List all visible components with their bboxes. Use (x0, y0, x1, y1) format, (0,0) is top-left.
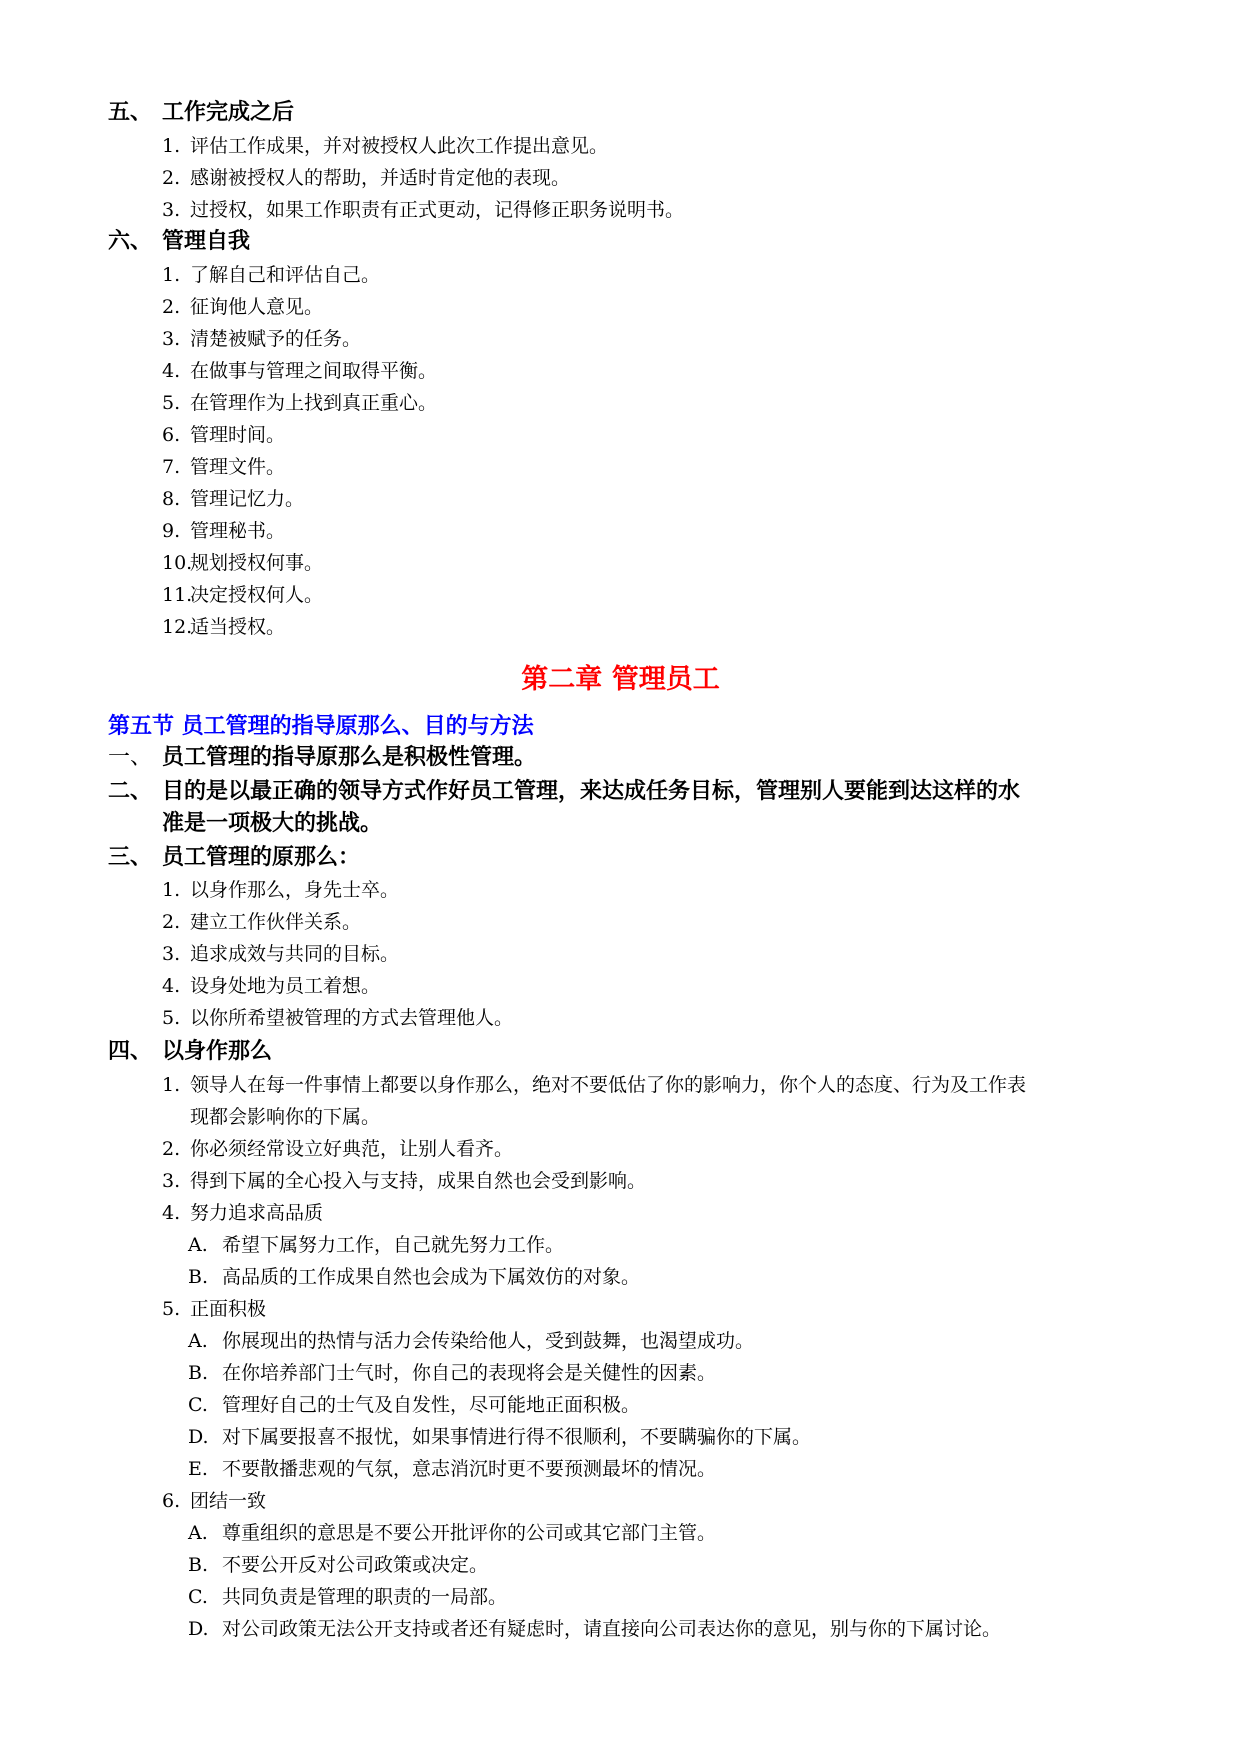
sub-item (188, 1328, 754, 1354)
list-item (162, 454, 285, 480)
heading-number: 二、 (108, 779, 153, 804)
paragraph-heading (108, 843, 360, 873)
list-item (162, 909, 361, 935)
item-text: 清楚被赋予的任务。 (190, 328, 362, 350)
item-text: 在做事与管理之间取得平衡。 (190, 360, 438, 382)
sub-item-letter: B. (188, 1554, 209, 1576)
list-item (162, 133, 608, 159)
item-text: 在管理作为上找到真正重心。 (190, 392, 438, 414)
list-item (162, 1200, 323, 1226)
section-title: 第五节 员工管理的指导原那么、目的与方法 (108, 714, 534, 739)
heading-text: 员工管理的原那么： (162, 845, 361, 870)
paragraph-heading (108, 1037, 272, 1067)
item-text: 设身处地为员工着想。 (190, 975, 381, 997)
list-item (162, 1168, 646, 1194)
heading-text: 目的是以最正确的领导方式作好员工管理，来达成任务目标，管理别人要能到达这样的水 (162, 779, 1021, 804)
sub-item (188, 1584, 507, 1610)
item-text: 领导人在每一件事情上都要以身作那么，绝对不要低估了你的影响力，你个人的态度、行为及工作表 (190, 1074, 1027, 1096)
item-number: 4. (162, 1202, 181, 1224)
sub-item-letter: D. (188, 1618, 209, 1640)
sub-item (188, 1520, 716, 1546)
list-item (162, 1296, 266, 1322)
item-number: 3. (162, 199, 181, 221)
sub-item-text: 希望下属努力工作，自己就先努力工作。 (222, 1234, 565, 1256)
sub-item (188, 1456, 716, 1482)
sub-item-text: 你展现出的热情与活力会传染给他人，受到鼓舞，也渴望成功。 (222, 1330, 755, 1352)
sub-item-text: 对下属要报喜不报忧，如果事情进行得不很顺利，不要瞒骗你的下属。 (222, 1426, 812, 1448)
sub-item-letter: E. (188, 1458, 208, 1480)
heading-title: 工作完成之后 (162, 100, 295, 125)
item-text: 管理文件。 (190, 456, 286, 478)
heading-number: 六、 (108, 229, 153, 254)
list-item (162, 358, 437, 384)
sub-item-letter: C. (188, 1394, 208, 1416)
item-continuation: 现都会影响你的下属。 (190, 1106, 381, 1128)
heading-number: 四、 (108, 1039, 153, 1064)
list-item (162, 422, 285, 448)
sub-item-letter: A. (188, 1234, 208, 1256)
item-text: 建立工作伙伴关系。 (190, 911, 362, 933)
sub-item (188, 1552, 488, 1578)
heading-number: 一、 (108, 745, 153, 770)
sub-item-letter: B. (188, 1362, 209, 1384)
item-number: 2. (162, 1138, 181, 1160)
item-number: 6. (162, 1490, 181, 1512)
item-number: 5. (162, 1007, 181, 1029)
list-item (162, 1072, 1026, 1098)
item-text: 感谢被授权人的帮助，并适时肯定他的表现。 (190, 167, 571, 189)
list-item (162, 941, 399, 967)
item-text: 你必须经常设立好典范，让别人看齐。 (190, 1138, 514, 1160)
item-number: 4. (162, 360, 181, 382)
item-number: 12. (162, 616, 193, 638)
sub-item-text: 管理好自己的士气及自发性，尽可能地正面积极。 (222, 1394, 641, 1416)
item-text: 管理秘书。 (190, 520, 286, 542)
item-number: 3. (162, 1170, 181, 1192)
item-number: 1. (162, 1074, 181, 1096)
list-item (162, 518, 285, 544)
item-number: 8. (162, 488, 181, 510)
item-number: 3. (162, 328, 181, 350)
item-text: 征询他人意见。 (190, 296, 324, 318)
item-text: 评估工作成果，并对被授权人此次工作提出意见。 (190, 135, 609, 157)
sub-item (188, 1392, 640, 1418)
list-item (162, 197, 684, 223)
sub-item (188, 1616, 1001, 1642)
list-item (162, 550, 323, 576)
item-text: 追求成效与共同的目标。 (190, 943, 400, 965)
sub-item-text: 共同负责是管理的职责的一局部。 (222, 1586, 508, 1608)
heading-sec5 (108, 98, 294, 128)
item-text: 过授权，如果工作职责有正式更动，记得修正职务说明书。 (190, 199, 685, 221)
list-item (162, 1136, 513, 1162)
sub-item (188, 1232, 564, 1258)
list-item (162, 262, 380, 288)
sub-item (188, 1424, 811, 1450)
list-item (162, 165, 570, 191)
list-item (162, 1005, 513, 1031)
sub-item-letter: D. (188, 1426, 209, 1448)
list-item (162, 614, 285, 640)
item-text: 以你所希望被管理的方式去管理他人。 (190, 1007, 514, 1029)
list-item (162, 582, 323, 608)
item-text: 适当授权。 (190, 616, 286, 638)
item-text: 努力追求高品质 (190, 1202, 324, 1224)
item-text: 了解自己和评估自己。 (190, 264, 381, 286)
list-item (162, 486, 304, 512)
item-text: 正面积极 (190, 1298, 267, 1320)
item-number: 5. (162, 1298, 181, 1320)
list-item (162, 877, 399, 903)
item-text: 团结一致 (190, 1490, 267, 1512)
heading-text: 以身作那么 (162, 1039, 273, 1064)
item-number: 10. (162, 552, 193, 574)
item-number: 3. (162, 943, 181, 965)
item-number: 7. (162, 456, 181, 478)
item-number: 11. (162, 584, 193, 606)
heading-title: 管理自我 (162, 229, 251, 254)
list-item (162, 326, 361, 352)
sub-item-text: 在你培养部门士气时，你自己的表现将会是关健性的因素。 (222, 1362, 717, 1384)
item-number: 1. (162, 135, 181, 157)
list-item (162, 294, 323, 320)
item-text: 以身作那么，身先士卒。 (190, 879, 400, 901)
item-number: 1. (162, 264, 181, 286)
heading-number: 五、 (108, 100, 153, 125)
paragraph-heading (108, 743, 536, 773)
item-number: 1. (162, 879, 181, 901)
sub-item-letter: A. (188, 1522, 208, 1544)
heading-number: 三、 (108, 845, 153, 870)
sub-item-letter: A. (188, 1330, 208, 1352)
item-number: 6. (162, 424, 181, 446)
list-item (162, 390, 437, 416)
sub-item (188, 1360, 716, 1386)
item-text: 规划授权何事。 (190, 552, 324, 574)
item-number: 9. (162, 520, 181, 542)
heading-sec6 (108, 227, 250, 257)
sub-item-text: 不要散播悲观的气氛，意志消沉时更不要预测最坏的情况。 (222, 1458, 717, 1480)
list-item (162, 1488, 266, 1514)
item-text: 决定授权何人。 (190, 584, 324, 606)
heading-text: 员工管理的指导原那么是积极性管理。 (162, 745, 537, 770)
sub-item-text: 尊重组织的意思是不要公开批评你的公司或其它部门主管。 (222, 1522, 717, 1544)
item-number: 2. (162, 167, 181, 189)
item-number: 5. (162, 392, 181, 414)
sub-item-letter: C. (188, 1586, 208, 1608)
sub-item-text: 对公司政策无法公开支持或者还有疑虑时，请直接向公司表达你的意见，别与你的下属讨论。 (222, 1618, 1002, 1640)
list-item (162, 973, 380, 999)
item-number: 4. (162, 975, 181, 997)
item-number: 2. (162, 911, 181, 933)
item-number: 2. (162, 296, 181, 318)
sub-item-text: 不要公开反对公司政策或决定。 (222, 1554, 489, 1576)
sub-item-letter: B. (188, 1266, 209, 1288)
heading-continuation: 准是一项极大的挑战。 (162, 811, 383, 836)
sub-item (188, 1264, 640, 1290)
item-text: 管理记忆力。 (190, 488, 305, 510)
item-text: 得到下属的全心投入与支持，成果自然也会受到影响。 (190, 1170, 647, 1192)
sub-item-text: 高品质的工作成果自然也会成为下属效仿的对象。 (222, 1266, 641, 1288)
paragraph-heading (108, 777, 1020, 807)
chapter-title: 第二章 管理员工 (521, 664, 720, 695)
item-text: 管理时间。 (190, 424, 286, 446)
